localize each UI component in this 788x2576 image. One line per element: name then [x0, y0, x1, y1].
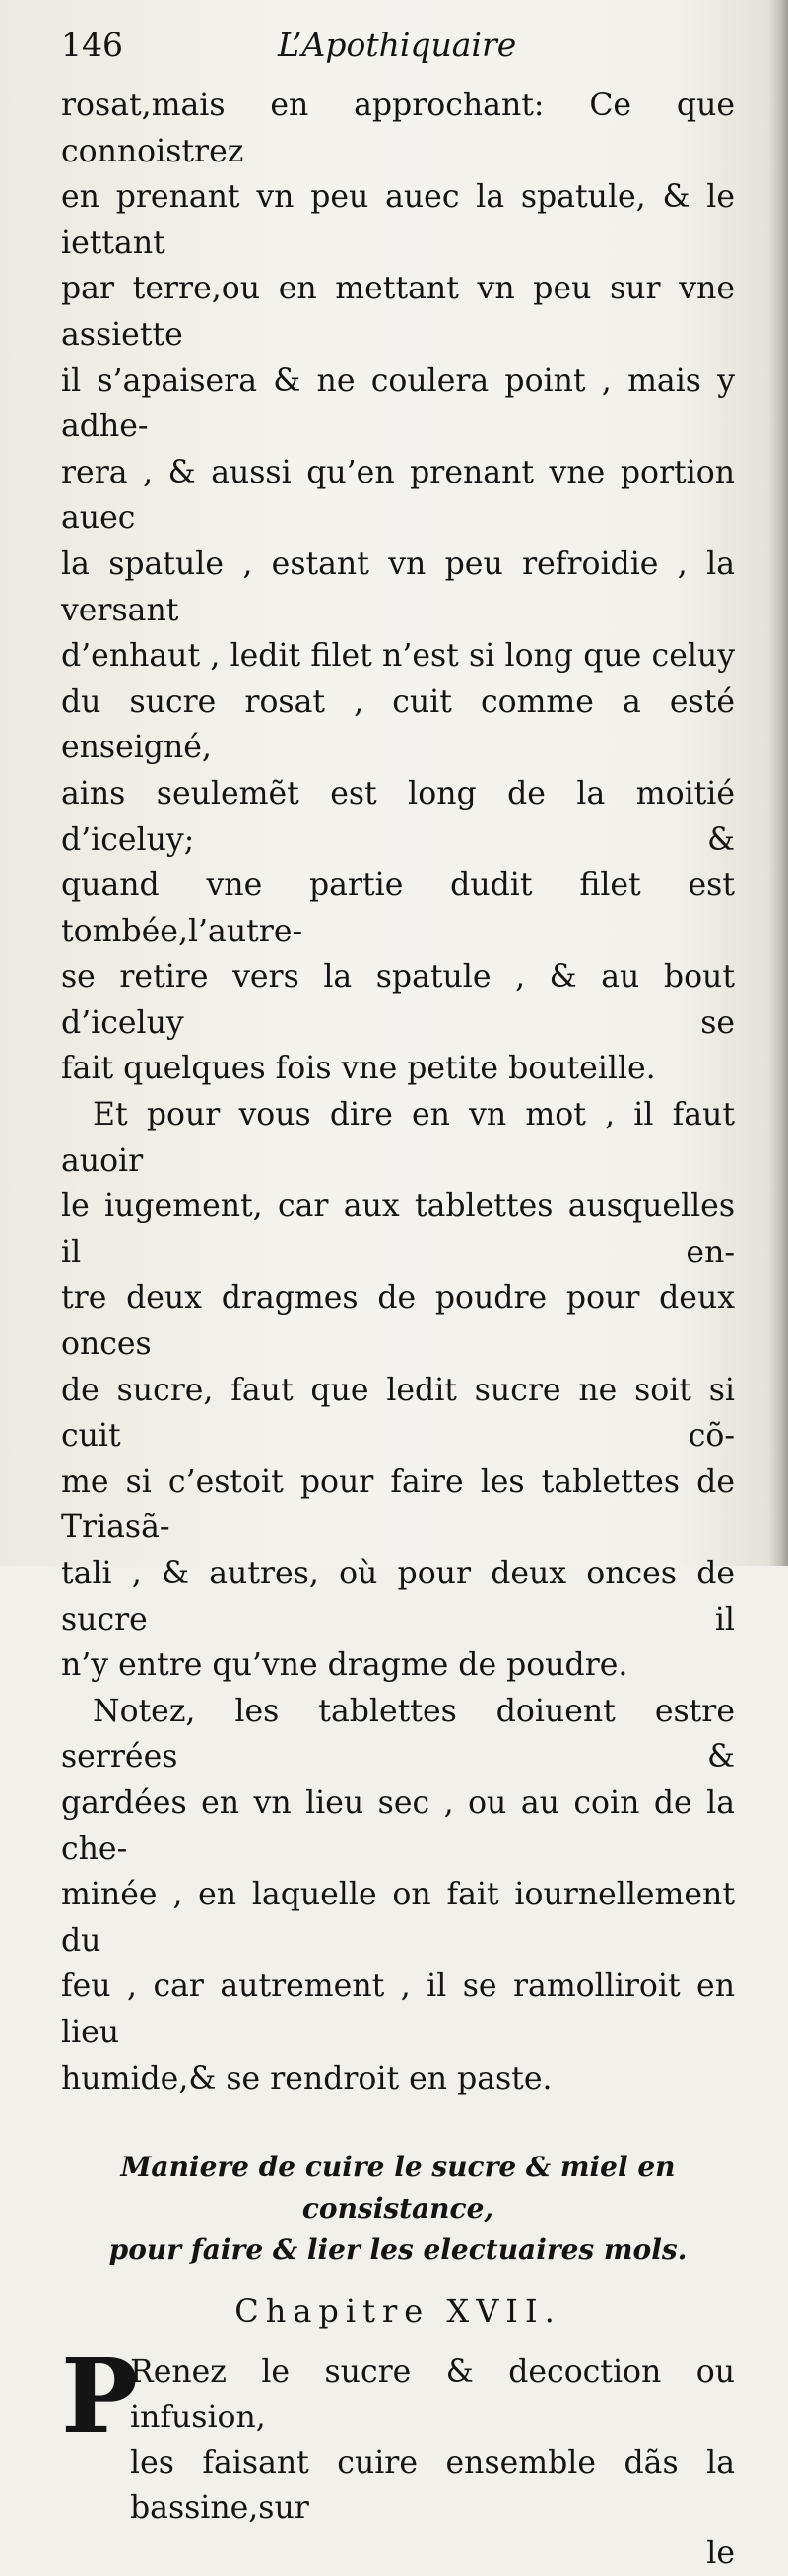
text-line: Notez, les tablettes doiuent estre serrées &	[61, 1693, 735, 1775]
text-line: quand vne partie dudit filet est tombée,l’autre-	[61, 868, 735, 949]
running-title: L’Apothiquaire	[278, 26, 517, 64]
section-heading	[61, 2147, 735, 2271]
text-line: les faisant cuire ensemble dãs la bassine,sur	[130, 2445, 735, 2527]
text-line: du sucre rosat , cuit comme a esté enseigné,	[61, 683, 735, 766]
text-line: le iugement, car aux tablettes ausquelles il en-	[61, 1189, 735, 1270]
chapter-text	[130, 2350, 735, 2531]
text-line: par terre,ou en mettant vn peu sur vne assiette	[61, 271, 735, 353]
text-line: rera , & aussi qu’en prenant vne portion auec	[61, 454, 735, 537]
text-line: minée , en laquelle on fait iournellement du	[61, 1877, 735, 1959]
text-line: humide,& se rendroit en paste.	[61, 2060, 553, 2096]
text-line: la spatule , estant vn peu refroidie , la versant	[61, 546, 735, 628]
section-spacer	[61, 2101, 735, 2147]
heading-line: pour faire & lier les electuaires mols.	[108, 2233, 688, 2267]
catchword: le	[706, 2536, 735, 2572]
text-line: se retire vers la spatule , & au bout d’iceluy se	[61, 959, 735, 1041]
text-line: Renez le sucre & decoction ou infusion,	[130, 2354, 735, 2436]
text-line: il s’apaisera & ne coulera point , mais y adhe-	[61, 362, 735, 445]
chapter-title: Chapitre XVII.	[234, 2292, 561, 2331]
text-line: tali , & autres, où pour deux onces de sucre il	[61, 1556, 735, 1638]
paragraph-2	[61, 1092, 735, 1689]
text-line: rosat,mais en approchant: Ce que connoistrez	[61, 88, 735, 169]
heading-line: Maniere de cuire le sucre & miel en consistance,	[120, 2151, 676, 2225]
drop-capital: P	[61, 2336, 139, 2458]
page-number: 146	[61, 26, 123, 64]
text-line: feu , car autrement , il se ramolliroit en lieu	[61, 1968, 735, 2050]
text-line: fait quelques fois vne petite bouteille.	[61, 1051, 656, 1087]
text-line: me si c’estoit pour faire les tablettes de Triasã-	[61, 1463, 735, 1546]
text-line: gardées en vn lieu sec , ou au coin de la che-	[61, 1784, 735, 1867]
text-line: ains seulemẽt est long de la moitié d’iceluy; &	[61, 775, 735, 858]
text-line: de sucre, faut que ledit sucre ne soit si cuit cõ-	[61, 1372, 735, 1454]
text-line: n’y entre qu’vne dragme de poudre.	[61, 1647, 628, 1684]
chapter-opening	[61, 2336, 735, 2531]
text-line: Et pour vous dire en vn mot , il faut auoir	[61, 1097, 735, 1179]
page-gutter-shadow	[768, 0, 788, 1566]
paragraph-1	[61, 83, 735, 1092]
text-line: d’enhaut , ledit filet n’est si long que celuy	[61, 638, 735, 675]
page-header	[61, 26, 735, 83]
text-line: en prenant vn peu auec la spatule, & le iettant	[61, 179, 735, 261]
body-text	[61, 83, 735, 2101]
paragraph-3	[61, 1689, 735, 2101]
text-line: tre deux dragmes de poudre pour deux onces	[61, 1280, 735, 1363]
